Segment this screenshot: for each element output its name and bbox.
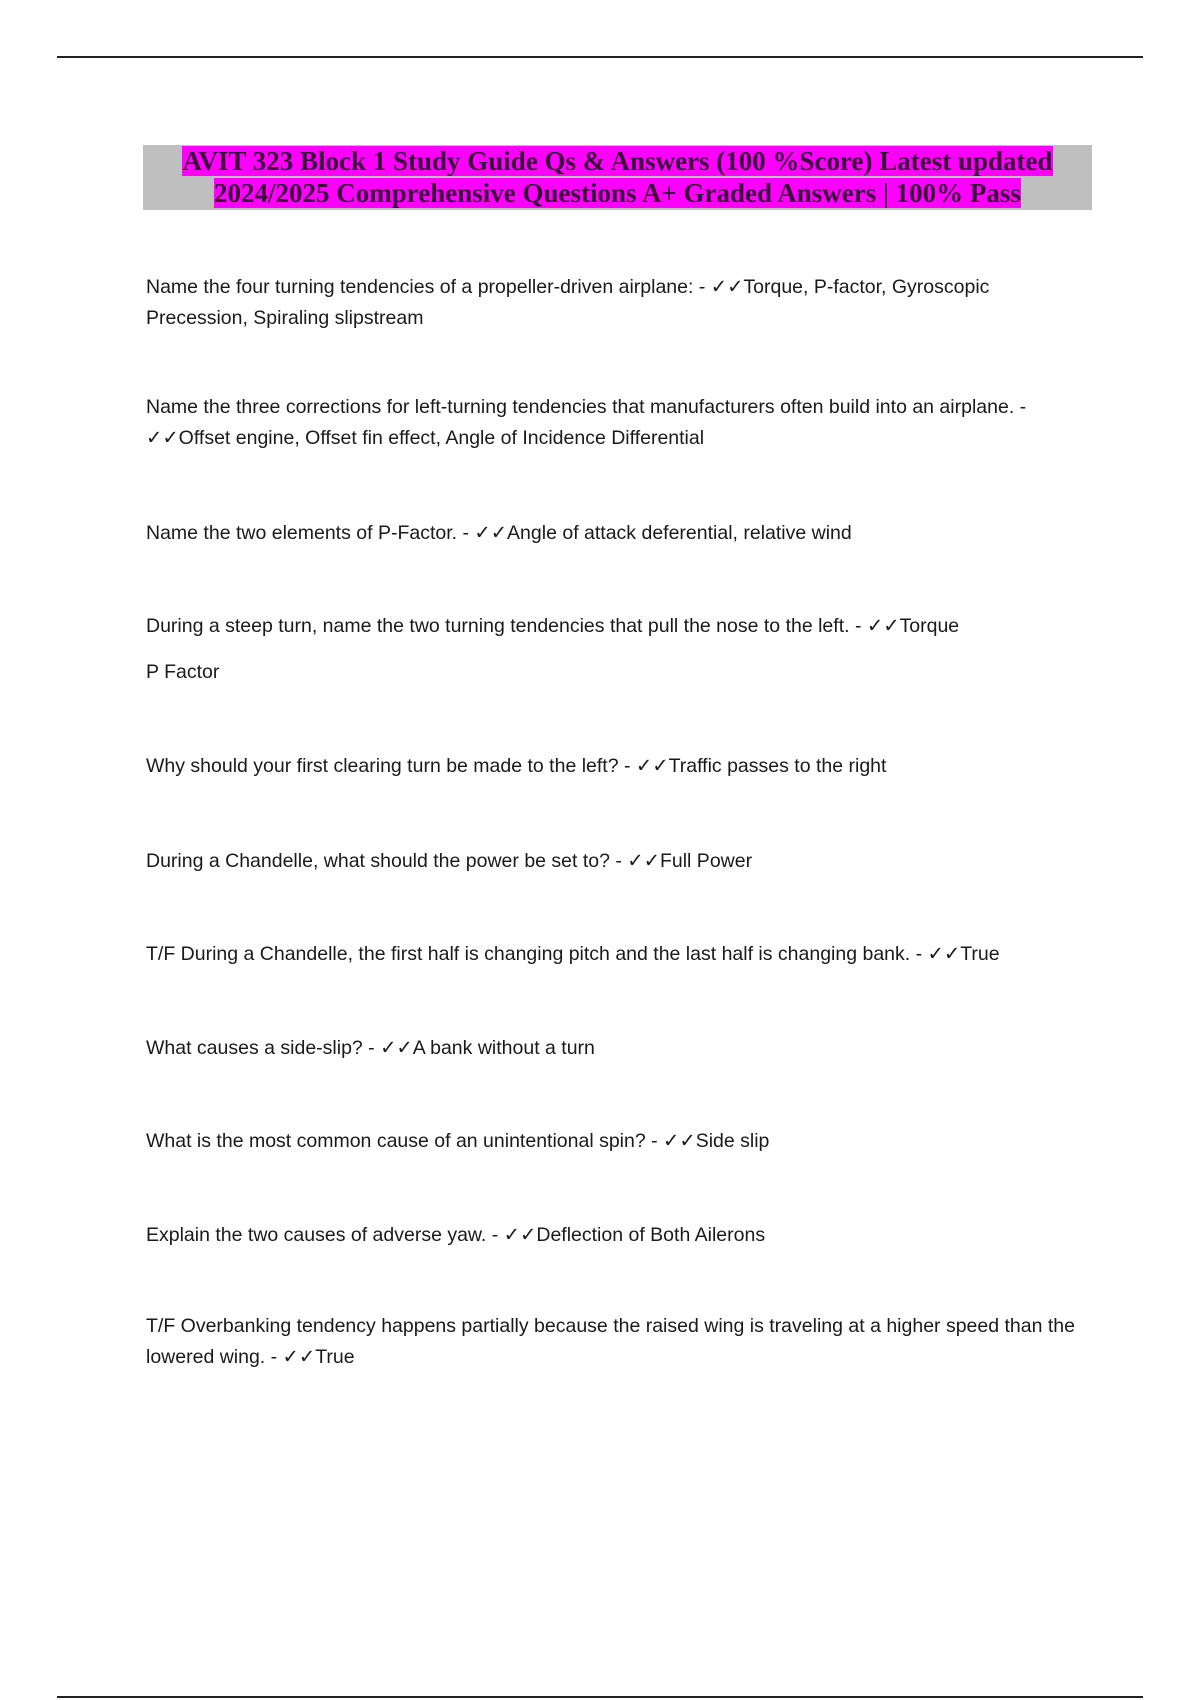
qa-continuation: P Factor [146, 661, 220, 683]
qa-item: Name the two elements of P-Factor. - ✓✓Angle of attack deferential, relative wind [146, 522, 852, 544]
qa-item: What is the most common cause of an unintentional spin? - ✓✓Side slip [146, 1130, 770, 1152]
document-title [143, 145, 1092, 210]
qa-item: Name the four turning tendencies of a propeller-driven airplane: - ✓✓Torque, P-factor, Gyroscopic Precession, Spiraling slipstream [146, 276, 990, 329]
qa-item: What causes a side-slip? - ✓✓A bank without a turn [146, 1037, 595, 1059]
qa-item: Name the three corrections for left-turning tendencies that manufacturers often build into an airplane. - ✓✓Offset engine, Offset fin effect, Angle of Incidence Differential [146, 396, 1027, 449]
qa-item: Why should your first clearing turn be made to the left? - ✓✓Traffic passes to the right [146, 755, 887, 777]
qa-item [146, 611, 1096, 688]
footer-rule [57, 1696, 1143, 1698]
qa-item: T/F During a Chandelle, the first half is changing pitch and the last half is changing bank. - ✓✓True [146, 943, 1000, 965]
title-line-1: AVIT 323 Block 1 Study Guide Qs & Answers (100 %Score) Latest updated [182, 146, 1053, 176]
qa-item: Explain the two causes of adverse yaw. - ✓✓Deflection of Both Ailerons [146, 1224, 766, 1246]
header-rule [57, 56, 1143, 58]
qa-item: T/F Overbanking tendency happens partially because the raised wing is traveling at a higher speed than the lowered wing. - ✓✓True [146, 1315, 1075, 1368]
qa-item: During a Chandelle, what should the power be set to? - ✓✓Full Power [146, 850, 753, 872]
title-line-2: 2024/2025 Comprehensive Questions A+ Graded Answers | 100% Pass [214, 178, 1021, 208]
qa-text: During a steep turn, name the two turning tendencies that pull the nose to the left. - ✓✓Torque [146, 615, 960, 637]
